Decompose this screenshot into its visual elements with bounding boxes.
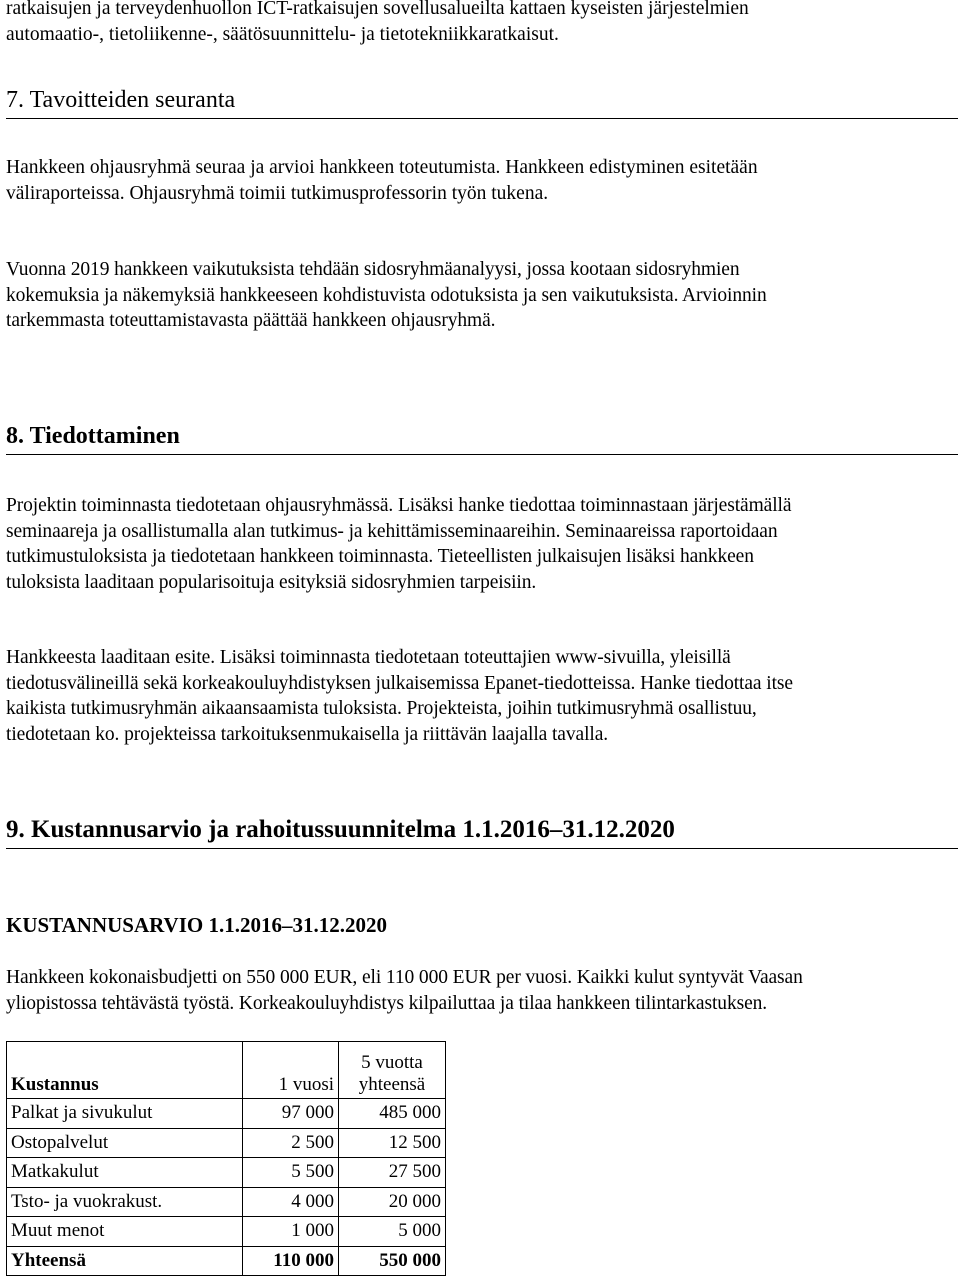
header-one-year: 1 vuosi: [243, 1042, 339, 1099]
header-five-years: [339, 1042, 446, 1099]
cost-one-year: 1 000: [243, 1217, 339, 1247]
cost-one-year: 2 500: [243, 1128, 339, 1158]
cost-table: [6, 1041, 446, 1276]
cost-five-years: 20 000: [339, 1187, 446, 1217]
text-line: kaikista tutkimusryhmän aikaansaamista tuloksista. Projekteista, joihin tutkimusryhmä osallistuu,: [6, 698, 757, 719]
budget-subheading: KUSTANNUSARVIO 1.1.2016–31.12.2020: [6, 913, 387, 937]
text-line: kokemuksia ja näkemyksiä hankkeeseen kohdistuvista odotuksista ja sen vaikutuksista. Arvioinnin: [6, 284, 767, 306]
table-row: [7, 1158, 446, 1188]
section-9-paragraph: [6, 965, 946, 1016]
section-8-paragraph-1: [6, 493, 946, 595]
section-8-heading: 8. Tiedottaminen: [6, 422, 958, 455]
section-9-heading: 9. Kustannusarvio ja rahoitussuunnitelma 1.1.2016–31.12.2020: [6, 816, 958, 849]
cost-item: Matkakulut: [7, 1158, 243, 1188]
total-one-year: 110 000: [243, 1246, 339, 1276]
text-line: Hankkeesta laaditaan esite. Lisäksi toiminnasta tiedotetaan toteuttajien www-sivuilla, yleisillä: [6, 647, 731, 668]
table-row: [7, 1187, 446, 1217]
section-7-paragraph-2: [6, 257, 946, 334]
table-row: [7, 1128, 446, 1158]
cost-five-years: 27 500: [339, 1158, 446, 1188]
text-line: automaatio-, tietoliikenne-, säätösuunnittelu- ja tietotekniikkaratkaisut.: [6, 23, 559, 45]
header-cost-item: Kustannus: [7, 1042, 243, 1099]
cost-five-years: 485 000: [339, 1099, 446, 1129]
section-8-paragraph-2: [6, 645, 946, 747]
text-line: tiedotusvälineillä sekä korkeakouluyhdistyksen julkaisemissa Epanet-tiedotteissa. Hanke tiedottaa itse: [6, 672, 793, 694]
cost-one-year: 97 000: [243, 1099, 339, 1129]
header-five-years-line2: yhteensä: [358, 1074, 426, 1095]
text-line: tuloksista laaditaan popularisoituja esityksiä sidosryhmien tarpeisiin.: [6, 571, 537, 593]
table-row: [7, 1099, 446, 1129]
text-line: ratkaisujen ja terveydenhuollon ICT-ratkaisujen sovellusalueilta kattaen kyseisten järjestelmien: [6, 0, 749, 19]
cost-five-years: 5 000: [339, 1217, 446, 1247]
header-five-years-line1: 5 vuotta: [361, 1052, 423, 1073]
text-line: väliraporteissa. Ohjausryhmä toimii tutkimusprofessorin työn tukena.: [6, 182, 549, 204]
cost-one-year: 4 000: [243, 1187, 339, 1217]
total-five-years: 550 000: [339, 1246, 446, 1276]
section-7-heading: 7. Tavoitteiden seuranta: [6, 86, 958, 119]
text-line: tiedotetaan ko. projekteissa tarkoituksenmukaisella ja riittävän laajalla tavalla.: [6, 723, 609, 745]
text-line: yliopistossa tehtävästä työstä. Korkeakouluyhdistys kilpailuttaa ja tilaa hankkeen tilintarkastuksen.: [6, 992, 768, 1014]
total-label: Yhteensä: [7, 1246, 243, 1276]
text-line: tarkemmasta toteuttamistavasta päättää hankkeen ohjausryhmä.: [6, 310, 496, 331]
text-line: seminaareja ja osallistumalla alan tutkimus- ja kehittämisseminaareihin. Seminaareissa raportoidaan: [6, 520, 778, 542]
cost-item: Ostopalvelut: [7, 1128, 243, 1158]
text-line: tutkimustuloksista ja tiedotetaan hankkeen toiminnasta. Tieteellisten julkaisujen lisäksi hankkeen: [6, 546, 754, 567]
cost-item: Muut menot: [7, 1217, 243, 1247]
table-total-row: [7, 1246, 446, 1276]
text-line: Vuonna 2019 hankkeen vaikutuksista tehdään sidosryhmäanalyysi, jossa kootaan sidosryhmien: [6, 259, 740, 280]
table-header-row: [7, 1042, 446, 1099]
cost-one-year: 5 500: [243, 1158, 339, 1188]
text-line: Hankkeen kokonaisbudjetti on 550 000 EUR, eli 110 000 EUR per vuosi. Kaikki kulut syntyvät Vaasan: [6, 967, 803, 988]
text-line: Projektin toiminnasta tiedotetaan ohjausryhmässä. Lisäksi hanke tiedottaa toiminnastaan järjestämällä: [6, 495, 792, 516]
text-line: Hankkeen ohjausryhmä seuraa ja arvioi hankkeen toteutumista. Hankkeen edistyminen esitetään: [6, 157, 758, 178]
cost-item: Palkat ja sivukulut: [7, 1099, 243, 1129]
section-7-paragraph-1: [6, 155, 946, 206]
cost-five-years: 12 500: [339, 1128, 446, 1158]
intro-paragraph: [6, 0, 946, 47]
table-row: [7, 1217, 446, 1247]
cost-item: Tsto- ja vuokrakust.: [7, 1187, 243, 1217]
